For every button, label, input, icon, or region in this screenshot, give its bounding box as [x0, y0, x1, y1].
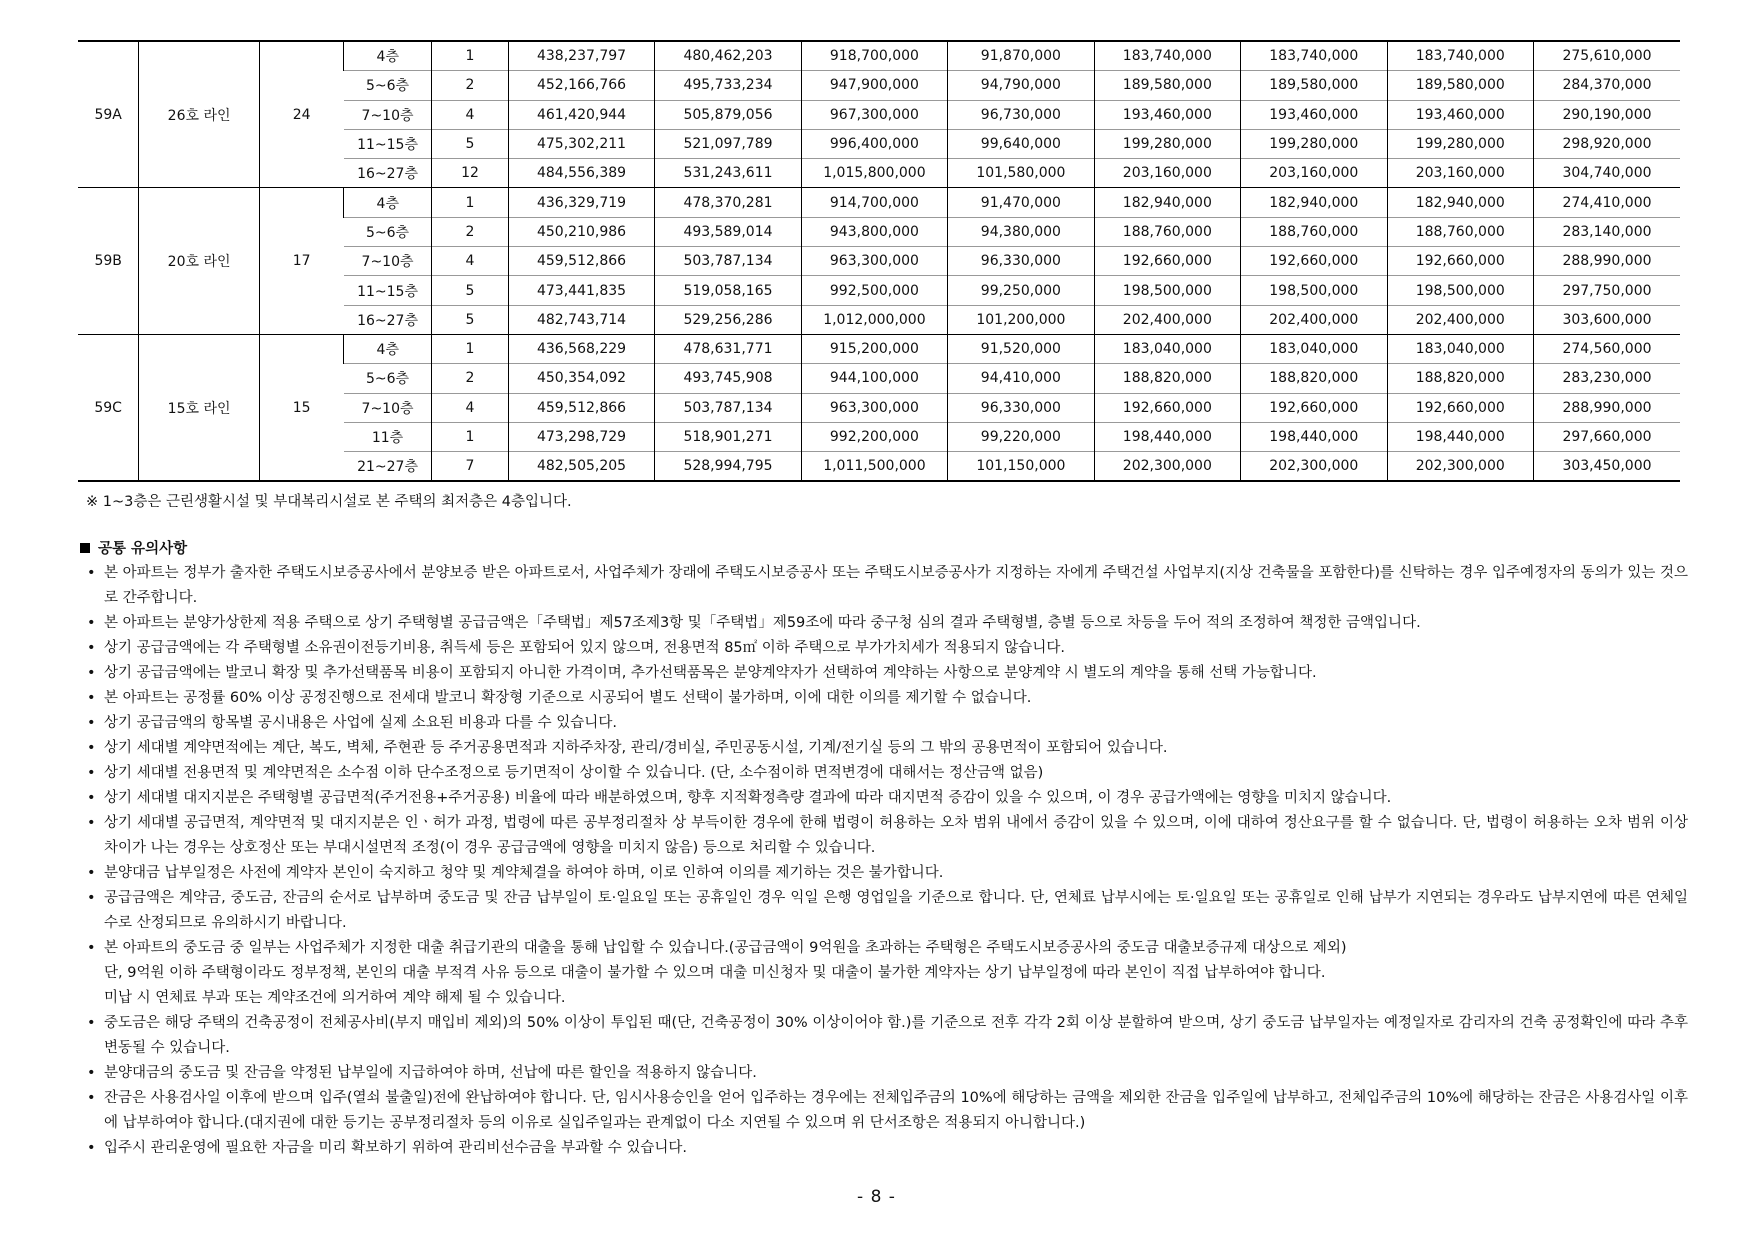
note-item: • 입주시 관리운영에 필요한 자금을 미리 확보하기 위하여 관리비선수금을 부과할 수 있습니다. — [78, 1136, 1688, 1161]
amount-cell: 482,743,714 — [508, 305, 654, 334]
floor-cell: 5~6층 — [344, 71, 432, 100]
page-number: - 8 - — [857, 1187, 896, 1207]
amount-cell: 183,740,000 — [1387, 41, 1533, 71]
black-square-icon — [80, 543, 90, 553]
amount-cell: 436,568,229 — [508, 334, 654, 363]
amount-cell: 1,012,000,000 — [801, 305, 947, 334]
note-item: • 본 아파트는 공정률 60% 이상 공정진행으로 전세대 발코니 확장형 기준으로 시공되어 별도 선택이 불가하며, 이에 대한 이의를 제기할 수 없습니다. — [78, 686, 1688, 711]
amount-cell: 183,040,000 — [1387, 334, 1533, 363]
floor-cell: 5~6층 — [344, 217, 432, 246]
amount-cell: 99,250,000 — [948, 276, 1094, 305]
amount-cell: 478,370,281 — [655, 188, 801, 217]
amount-cell: 992,200,000 — [801, 422, 947, 451]
amount-cell: 518,901,271 — [655, 422, 801, 451]
amount-cell: 450,354,092 — [508, 364, 654, 393]
note-item: • 상기 세대별 전용면적 및 계약면적은 소수점 이하 단수조정으로 등기면적이 상이할 수 있습니다. (단, 소수점이하 면적변경에 대해서는 정산금액 없음) — [78, 761, 1688, 786]
amount-cell: 188,760,000 — [1241, 217, 1387, 246]
floor-cell: 4층 — [344, 188, 432, 217]
amount-cell: 198,440,000 — [1094, 422, 1240, 451]
amount-cell: 193,460,000 — [1241, 100, 1387, 129]
note-item: • 상기 공급금액의 항목별 공시내용은 사업에 실제 소요된 비용과 다를 수 있습니다. — [78, 711, 1688, 736]
amount-cell: 91,870,000 — [948, 41, 1094, 71]
amount-cell: 297,750,000 — [1533, 276, 1680, 305]
unit-line-cell: 26호 라인 — [139, 41, 260, 188]
count-cell: 12 — [432, 159, 509, 188]
amount-cell: 275,610,000 — [1533, 41, 1680, 71]
amount-cell: 438,237,797 — [508, 41, 654, 71]
amount-cell: 192,660,000 — [1094, 247, 1240, 276]
amount-cell: 493,745,908 — [655, 364, 801, 393]
amount-cell: 529,256,286 — [655, 305, 801, 334]
amount-cell: 182,940,000 — [1241, 188, 1387, 217]
note-line: 미납 시 연체료 부과 또는 계약조건에 의거하여 계약 해제 될 수 있습니다. — [104, 990, 566, 1006]
floor-cell: 16~27층 — [344, 159, 432, 188]
amount-cell: 482,505,205 — [508, 452, 654, 482]
count-cell: 1 — [432, 334, 509, 363]
unit-count-cell: 24 — [259, 41, 343, 188]
note-item: • 분양대금 납부일정은 사전에 계약자 본인이 숙지하고 청약 및 계약체결을 하여야 하며, 이로 인하여 이의를 제기하는 것은 불가합니다. — [78, 861, 1688, 886]
amount-cell: 203,160,000 — [1387, 159, 1533, 188]
amount-cell: 967,300,000 — [801, 100, 947, 129]
amount-cell: 505,879,056 — [655, 100, 801, 129]
amount-cell: 478,631,771 — [655, 334, 801, 363]
amount-cell: 199,280,000 — [1241, 129, 1387, 158]
amount-cell: 992,500,000 — [801, 276, 947, 305]
amount-cell: 99,220,000 — [948, 422, 1094, 451]
amount-cell: 461,420,944 — [508, 100, 654, 129]
amount-cell: 1,011,500,000 — [801, 452, 947, 482]
amount-cell: 202,400,000 — [1241, 305, 1387, 334]
note-item: • 상기 세대별 공급면적, 계약면적 및 대지지분은 인ㆍ허가 과정, 법령에 따른 공부정리절차 상 부득이한 경우에 한해 법령이 허용하는 오차 범위 내에서 증감이 있을 수 있으며, 이에 대하여 정산요구를 할 수 없습니다. 단, 법령이 허용하는 오차 범위 이상 차이가 나는 경우는 상호정산 또는 부대시설면적 조정(이 경우 공급금액에 영향을 미치지 않음) 등으로 처리할 수 있습니다. — [78, 811, 1688, 861]
amount-cell: 495,733,234 — [655, 71, 801, 100]
amount-cell: 303,450,000 — [1533, 452, 1680, 482]
count-cell: 4 — [432, 100, 509, 129]
note-item: • 중도금은 해당 주택의 건축공정이 전체공사비(부지 매입비 제외)의 50% 이상이 투입된 때(단, 건축공정이 30% 이상이어야 함.)를 기준으로 전후 각각 2회 이상 분할하여 받으며, 상기 중도금 납부일자는 예정일자로 감리자의 건축 공정확인에 따라 추후 변동될 수 있습니다. — [78, 1011, 1688, 1061]
amount-cell: 531,243,611 — [655, 159, 801, 188]
amount-cell: 202,300,000 — [1094, 452, 1240, 482]
amount-cell: 914,700,000 — [801, 188, 947, 217]
amount-cell: 503,787,134 — [655, 247, 801, 276]
amount-cell: 96,730,000 — [948, 100, 1094, 129]
price-table — [78, 40, 1680, 482]
floor-cell: 7~10층 — [344, 100, 432, 129]
unit-line-cell: 20호 라인 — [139, 188, 260, 334]
amount-cell: 188,760,000 — [1094, 217, 1240, 246]
amount-cell: 91,470,000 — [948, 188, 1094, 217]
floor-cell: 21~27층 — [344, 452, 432, 482]
note-line: 단, 9억원 이하 주택형이라도 정부정책, 본인의 대출 부적격 사유 등으로 대출이 불가할 수 있으며 대출 미신청자 및 대출이 불가한 계약자는 상기 납부일정에 따라 본인이 직접 납부하여야 합니다. — [104, 965, 1326, 981]
table-body — [78, 41, 1680, 481]
amount-cell: 288,990,000 — [1533, 247, 1680, 276]
amount-cell: 297,660,000 — [1533, 422, 1680, 451]
amount-cell: 199,280,000 — [1094, 129, 1240, 158]
count-cell: 5 — [432, 129, 509, 158]
amount-cell: 274,410,000 — [1533, 188, 1680, 217]
count-cell: 2 — [432, 217, 509, 246]
amount-cell: 188,820,000 — [1241, 364, 1387, 393]
floor-cell: 11~15층 — [344, 129, 432, 158]
count-cell: 2 — [432, 364, 509, 393]
count-cell: 7 — [432, 452, 509, 482]
note-item: • 상기 세대별 대지지분은 주택형별 공급면적(주거전용+주거공용) 비율에 따라 배분하였으며, 향후 지적확정측량 결과에 따라 대지면적 증감이 있을 수 있으며, 이 경우 공급가액에는 영향을 미치지 않습니다. — [78, 786, 1688, 811]
amount-cell: 459,512,866 — [508, 393, 654, 422]
amount-cell: 915,200,000 — [801, 334, 947, 363]
amount-cell: 199,280,000 — [1387, 129, 1533, 158]
notes-heading — [80, 537, 1688, 561]
amount-cell: 192,660,000 — [1387, 247, 1533, 276]
amount-cell: 274,560,000 — [1533, 334, 1680, 363]
amount-cell: 963,300,000 — [801, 393, 947, 422]
note-item: • 본 아파트는 분양가상한제 적용 주택으로 상기 주택형별 공급금액은「주택법」제57조제3항 및「주택법」제59조에 따라 중구청 심의 결과 주택형별, 층별 등으로 차등을 두어 적의 조정하여 책정한 금액입니다. — [78, 611, 1688, 636]
amount-cell: 202,400,000 — [1387, 305, 1533, 334]
floor-cell: 5~6층 — [344, 364, 432, 393]
amount-cell: 183,040,000 — [1241, 334, 1387, 363]
floor-cell: 11~15층 — [344, 276, 432, 305]
amount-cell: 450,210,986 — [508, 217, 654, 246]
note-line: • 본 아파트의 중도금 중 일부는 사업주체가 지정한 대출 취급기관의 대출을 통해 납입할 수 있습니다.(공급금액이 9억원을 초과하는 주택형은 주택도시보증공사의 중도금 대출보증규제 대상으로 제외) — [104, 940, 1347, 956]
note-item: • 상기 세대별 계약면적에는 계단, 복도, 벽체, 주현관 등 주거공용면적과 지하주차장, 관리/경비실, 주민공동시설, 기계/전기실 등의 그 밖의 공용면적이 포함되어 있습니다. — [78, 736, 1688, 761]
amount-cell: 288,990,000 — [1533, 393, 1680, 422]
amount-cell: 183,040,000 — [1094, 334, 1240, 363]
amount-cell: 475,302,211 — [508, 129, 654, 158]
table-row — [78, 188, 1680, 217]
amount-cell: 96,330,000 — [948, 393, 1094, 422]
amount-cell: 1,015,800,000 — [801, 159, 947, 188]
amount-cell: 198,500,000 — [1387, 276, 1533, 305]
amount-cell: 198,440,000 — [1241, 422, 1387, 451]
table-footnote: ※ 1~3층은 근린생활시설 및 부대복리시설로 본 주택의 최저층은 4층입니다. — [86, 494, 572, 510]
amount-cell: 188,820,000 — [1094, 364, 1240, 393]
unit-line-cell: 15호 라인 — [139, 334, 260, 481]
amount-cell: 528,994,795 — [655, 452, 801, 482]
amount-cell: 473,441,835 — [508, 276, 654, 305]
notes-title: 공통 유의사항 — [98, 541, 188, 557]
note-item: • 상기 공급금액에는 각 주택형별 소유권이전등기비용, 취득세 등은 포함되어 있지 않으며, 전용면적 85㎡ 이하 주택으로 부가가치세가 적용되지 않습니다. — [78, 636, 1688, 661]
amount-cell: 944,100,000 — [801, 364, 947, 393]
amount-cell: 203,160,000 — [1094, 159, 1240, 188]
amount-cell: 284,370,000 — [1533, 71, 1680, 100]
note-item: • 분양대금의 중도금 및 잔금을 약정된 납부일에 지급하여야 하며, 선납에 따른 할인을 적용하지 않습니다. — [78, 1061, 1688, 1086]
amount-cell: 99,640,000 — [948, 129, 1094, 158]
amount-cell: 202,300,000 — [1387, 452, 1533, 482]
common-notes-section — [78, 537, 1688, 1161]
amount-cell: 189,580,000 — [1387, 71, 1533, 100]
amount-cell: 189,580,000 — [1094, 71, 1240, 100]
amount-cell: 189,580,000 — [1241, 71, 1387, 100]
amount-cell: 290,190,000 — [1533, 100, 1680, 129]
amount-cell: 101,200,000 — [948, 305, 1094, 334]
amount-cell: 436,329,719 — [508, 188, 654, 217]
floor-cell: 4층 — [344, 41, 432, 71]
amount-cell: 91,520,000 — [948, 334, 1094, 363]
amount-cell: 459,512,866 — [508, 247, 654, 276]
floor-cell: 11층 — [344, 422, 432, 451]
amount-cell: 918,700,000 — [801, 41, 947, 71]
amount-cell: 473,298,729 — [508, 422, 654, 451]
amount-cell: 188,820,000 — [1387, 364, 1533, 393]
amount-cell: 94,410,000 — [948, 364, 1094, 393]
floor-cell: 4층 — [344, 334, 432, 363]
amount-cell: 101,150,000 — [948, 452, 1094, 482]
amount-cell: 203,160,000 — [1241, 159, 1387, 188]
count-cell: 2 — [432, 71, 509, 100]
amount-cell: 303,600,000 — [1533, 305, 1680, 334]
amount-cell: 94,790,000 — [948, 71, 1094, 100]
unit-type-cell: 59C — [78, 334, 139, 481]
amount-cell: 996,400,000 — [801, 129, 947, 158]
floor-cell: 16~27층 — [344, 305, 432, 334]
amount-cell: 188,760,000 — [1387, 217, 1533, 246]
amount-cell: 503,787,134 — [655, 393, 801, 422]
note-item: • 상기 공급금액에는 발코니 확장 및 추가선택품목 비용이 포함되지 아니한 가격이며, 추가선택품목은 분양계약자가 선택하여 계약하는 사항으로 분양계약 시 별도의 계약을 통해 선택 가능합니다. — [78, 661, 1688, 686]
count-cell: 1 — [432, 41, 509, 71]
amount-cell: 192,660,000 — [1241, 247, 1387, 276]
table-row — [78, 41, 1680, 71]
amount-cell: 480,462,203 — [655, 41, 801, 71]
amount-cell: 484,556,389 — [508, 159, 654, 188]
amount-cell: 298,920,000 — [1533, 129, 1680, 158]
amount-cell: 283,230,000 — [1533, 364, 1680, 393]
amount-cell: 182,940,000 — [1387, 188, 1533, 217]
amount-cell: 182,940,000 — [1094, 188, 1240, 217]
count-cell: 1 — [432, 188, 509, 217]
unit-type-cell: 59B — [78, 188, 139, 334]
note-item: • 본 아파트는 정부가 출자한 주택도시보증공사에서 분양보증 받은 아파트로서, 사업주체가 장래에 주택도시보증공사 또는 주택도시보증공사가 지정하는 자에게 주택건설 사업부지(지상 건축물을 포함한다)를 신탁하는 경우 입주예정자의 동의가 있는 것으로 간주합니다. — [78, 561, 1688, 611]
floor-cell: 7~10층 — [344, 393, 432, 422]
amount-cell: 193,460,000 — [1094, 100, 1240, 129]
note-item — [78, 936, 1688, 1011]
count-cell: 4 — [432, 247, 509, 276]
amount-cell: 198,440,000 — [1387, 422, 1533, 451]
count-cell: 5 — [432, 305, 509, 334]
amount-cell: 947,900,000 — [801, 71, 947, 100]
amount-cell: 96,330,000 — [948, 247, 1094, 276]
floor-cell: 7~10층 — [344, 247, 432, 276]
count-cell: 1 — [432, 422, 509, 451]
amount-cell: 202,400,000 — [1094, 305, 1240, 334]
notes-list — [78, 561, 1688, 1161]
amount-cell: 304,740,000 — [1533, 159, 1680, 188]
count-cell: 4 — [432, 393, 509, 422]
amount-cell: 94,380,000 — [948, 217, 1094, 246]
amount-cell: 519,058,165 — [655, 276, 801, 305]
amount-cell: 452,166,766 — [508, 71, 654, 100]
amount-cell: 283,140,000 — [1533, 217, 1680, 246]
amount-cell: 192,660,000 — [1241, 393, 1387, 422]
amount-cell: 101,580,000 — [948, 159, 1094, 188]
count-cell: 5 — [432, 276, 509, 305]
note-item: • 잔금은 사용검사일 이후에 받으며 입주(열쇠 불출일)전에 완납하여야 합니다. 단, 임시사용승인을 얻어 입주하는 경우에는 전체입주금의 10%에 해당하는 금액을 제외한 잔금을 입주일에 납부하고, 전체입주금의 10%에 해당하는 잔금은 사용검사일 이후에 납부하여야 합니다.(대지권에 대한 등기는 공부정리절차 등의 이유로 실입주일과는 관계없이 다소 지연될 수 있으며 위 단서조항은 적용되지 아니합니다.) — [78, 1086, 1688, 1136]
amount-cell: 183,740,000 — [1241, 41, 1387, 71]
amount-cell: 963,300,000 — [801, 247, 947, 276]
amount-cell: 943,800,000 — [801, 217, 947, 246]
amount-cell: 493,589,014 — [655, 217, 801, 246]
note-item: • 공급금액은 계약금, 중도금, 잔금의 순서로 납부하며 중도금 및 잔금 납부일이 토·일요일 또는 공휴일인 경우 익일 은행 영업일을 기준으로 합니다. 단, 연체료 납부시에는 토·일요일 또는 공휴일로 인해 납부가 지연되는 경우라도 납부지연에 따른 연체일수로 산정되므로 유의하시기 바랍니다. — [78, 886, 1688, 936]
amount-cell: 183,740,000 — [1094, 41, 1240, 71]
amount-cell: 192,660,000 — [1387, 393, 1533, 422]
amount-cell: 202,300,000 — [1241, 452, 1387, 482]
unit-count-cell: 17 — [259, 188, 343, 334]
amount-cell: 192,660,000 — [1094, 393, 1240, 422]
amount-cell: 198,500,000 — [1094, 276, 1240, 305]
amount-cell: 521,097,789 — [655, 129, 801, 158]
table-row — [78, 334, 1680, 363]
unit-count-cell: 15 — [259, 334, 343, 481]
amount-cell: 193,460,000 — [1387, 100, 1533, 129]
amount-cell: 198,500,000 — [1241, 276, 1387, 305]
unit-type-cell: 59A — [78, 41, 139, 188]
